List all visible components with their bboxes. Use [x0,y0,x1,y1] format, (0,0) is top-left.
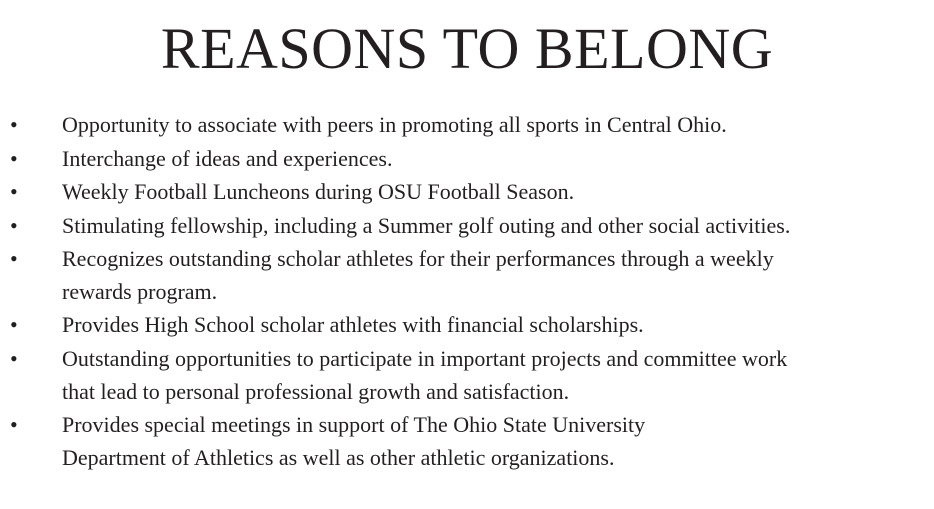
reasons-list [0,108,934,474]
list-item-text: Outstanding opportunities to participate in important projects and committee work [62,345,788,371]
bullet-icon: • [10,145,18,171]
bullet-icon: • [10,411,18,437]
list-item-text-continued: rewards program. [62,279,218,304]
list-item-text: Provides High School scholar athletes with financial scholarships. [62,312,644,337]
page-title: REASONS TO BELONG [160,16,774,81]
list-item-text: Provides special meetings in support of The Ohio State University [62,411,646,437]
list-item-text: Stimulating fellowship, including a Summer golf outing and other social activities. [62,212,791,238]
list-item [0,175,934,209]
list-item [0,242,934,308]
list-item-text: Weekly Football Luncheons during OSU Football Season. [62,179,575,204]
bullet-icon: • [10,179,18,204]
list-item-text-continued: that lead to personal professional growth and satisfaction. [62,378,570,404]
list-item [0,209,934,243]
list-item [0,108,934,142]
bullet-icon: • [10,112,18,137]
bullet-icon: • [10,212,18,238]
list-item-text: Recognizes outstanding scholar athletes for their performances through a weekly [62,246,774,271]
list-item [0,142,934,176]
bullet-icon: • [10,312,18,337]
bullet-icon: • [10,345,18,371]
list-item-text-continued: Department of Athletics as well as other athletic organizations. [62,444,615,470]
list-item [0,408,934,474]
list-item-text: Interchange of ideas and experiences. [62,145,393,171]
list-item [0,308,934,342]
bullet-icon: • [10,246,18,271]
list-item-text: Opportunity to associate with peers in promoting all sports in Central Ohio. [62,112,727,137]
list-item [0,342,934,408]
